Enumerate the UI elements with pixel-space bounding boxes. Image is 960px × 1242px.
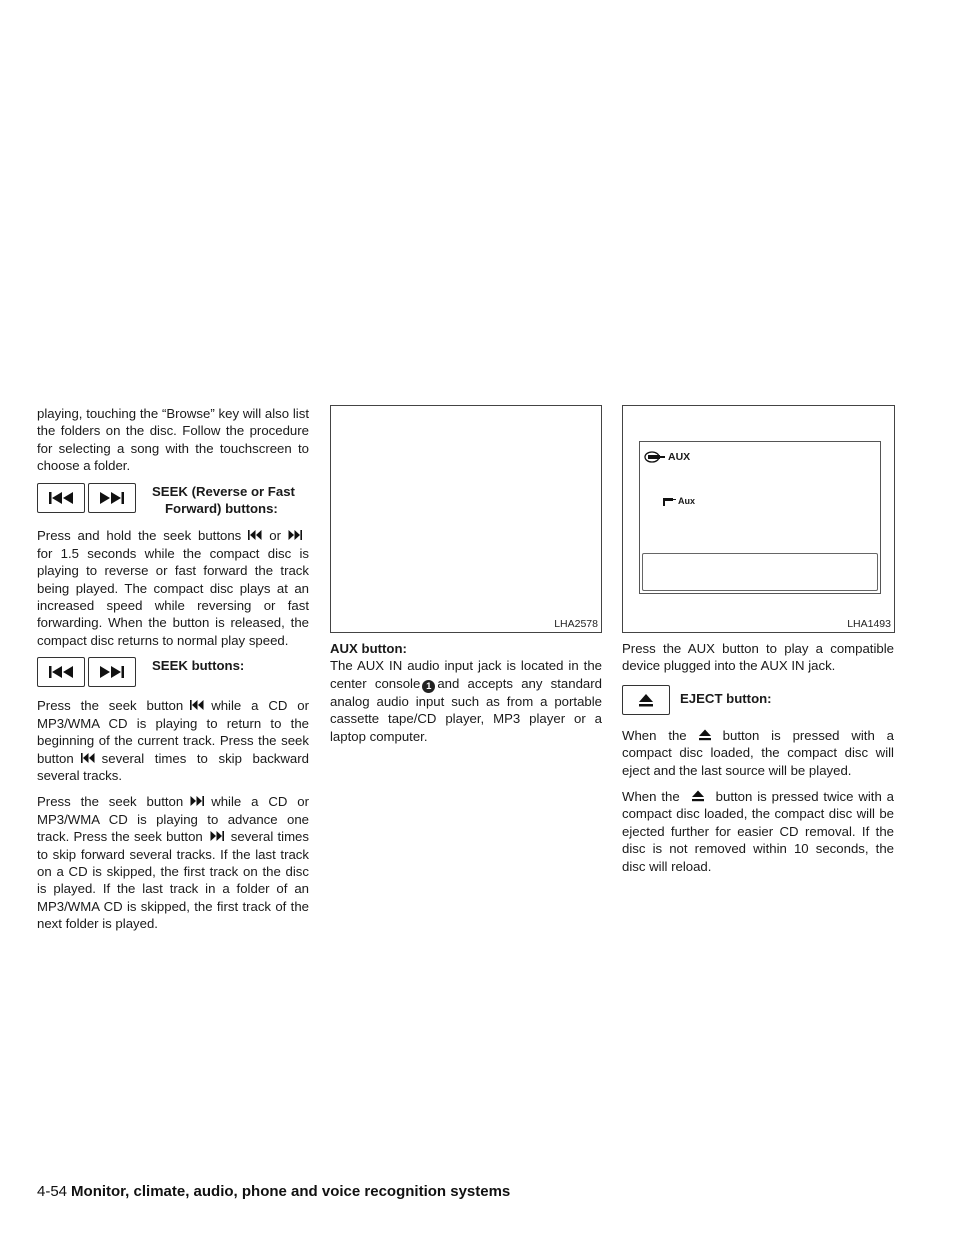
screen-item-text: Aux [678, 496, 696, 506]
text-run: Press the seek button [37, 794, 184, 810]
figure-aux-jack [330, 405, 602, 633]
seek-fast-heading-line1: SEEK (Reverse or Fast [152, 483, 295, 499]
text-run: When the [622, 789, 680, 805]
text-run: for 1.5 seconds while the compact disc is playing to reverse or fast forward the track being played. The compact disc plays at an increased speed while reversing or fast forwarding. When the button is released, the compact disc returns to normal play speed. [37, 545, 309, 648]
screen-item [662, 496, 695, 506]
seek-fast-heading [152, 483, 295, 518]
screen-title-text: AUX [668, 451, 691, 463]
eject-heading: EJECT button: [680, 690, 772, 706]
eject-icon [690, 729, 720, 741]
text-run: while a CD or MP3/WMA CD is playing to advance one track. Press the seek button [37, 794, 309, 845]
text-run: When the [622, 727, 687, 743]
aux-screen [639, 441, 881, 594]
seek-paragraph-2 [37, 793, 309, 932]
aux-heading: AUX button: [330, 641, 407, 656]
text-run: while a CD or MP3/WMA CD is playing to return to the beginning of the current track. Press the seek button [37, 698, 309, 766]
text-run: button is pressed twice with a compact disc loaded, the compact disc will be ejected further for easier CD removal. If the disc is not removed within 10 seconds, the disc will reload. [622, 789, 894, 874]
seek-heading: SEEK buttons: [152, 658, 245, 674]
seek-reverse-icon [186, 699, 208, 711]
seek-forward-icon [98, 491, 126, 505]
column-3 [622, 640, 894, 875]
screen-title [644, 451, 690, 463]
eject-heading-row [622, 685, 894, 715]
seek-button-pair-2 [37, 657, 136, 687]
callout-number: 1 [422, 680, 435, 693]
text-run: and accepts any standard analog audio input such as from a portable cassette tape/CD player, MP3 player or a laptop computer. [330, 675, 602, 744]
seek-forward-key [88, 483, 136, 513]
seek-fast-paragraph [37, 527, 309, 649]
seek-reverse-icon [47, 665, 75, 679]
column-2 [330, 640, 602, 745]
eject-key [622, 685, 670, 715]
screen-bottom-bar [642, 553, 878, 591]
seek-reverse-icon [244, 529, 266, 541]
eject-icon [683, 790, 713, 802]
seek-forward-icon [186, 795, 208, 807]
text-run: several times to skip backward several tracks. [37, 750, 309, 783]
page-number: 4-54 [37, 1183, 68, 1200]
figure-aux-screen [622, 405, 895, 633]
seek-heading-row [37, 657, 309, 687]
text-run: button is pressed with a compact disc loaded, the compact disc will eject and the last source will be played. [622, 727, 895, 778]
seek-forward-icon [206, 830, 228, 842]
seek-reverse-key [37, 483, 85, 513]
section-title: Monitor, climate, audio, phone and voice recognition systems [71, 1183, 511, 1200]
intro-paragraph: playing, touching the “Browse” key will also list the folders on the disc. Follow the procedure for selecting a song with the touchscreen to choose a folder. [37, 406, 309, 474]
text-run: The AUX IN audio input jack is located in the center console [330, 658, 602, 691]
aux-plug-icon [662, 496, 676, 506]
aux-play-paragraph: Press the AUX button to play a compatible device plugged into the AUX IN jack. [622, 641, 894, 674]
seek-forward-icon [284, 529, 306, 541]
seek-reverse-key [37, 657, 85, 687]
aux-paragraph [330, 657, 602, 745]
seek-fast-heading-line2: Forward) buttons: [165, 501, 278, 517]
column-1 [37, 405, 309, 933]
seek-reverse-icon [47, 491, 75, 505]
text-run: several times to skip forward several tracks. If the last track on a CD is skipped, the first track on the disc is played. If the last track in a folder of an MP3/WMA CD is skipped, the first track of the next folder is played. [37, 829, 309, 932]
text-run: or [269, 528, 281, 544]
seek-forward-icon [98, 665, 126, 679]
figure-code: LHA1493 [847, 618, 891, 630]
seek-paragraph-1 [37, 697, 309, 784]
seek-reverse-icon [77, 752, 99, 764]
eject-paragraph-1 [622, 727, 894, 779]
page-footer [37, 1183, 510, 1200]
text-run: Press the seek button [37, 698, 184, 714]
eject-icon [638, 693, 654, 707]
figure-code: LHA2578 [554, 618, 598, 630]
seek-fast-heading-row [37, 483, 309, 518]
aux-plug-icon [644, 451, 666, 463]
seek-forward-key [88, 657, 136, 687]
text-run: Press and hold the seek buttons [37, 528, 242, 544]
eject-paragraph-2 [622, 788, 894, 875]
seek-button-pair [37, 483, 136, 513]
